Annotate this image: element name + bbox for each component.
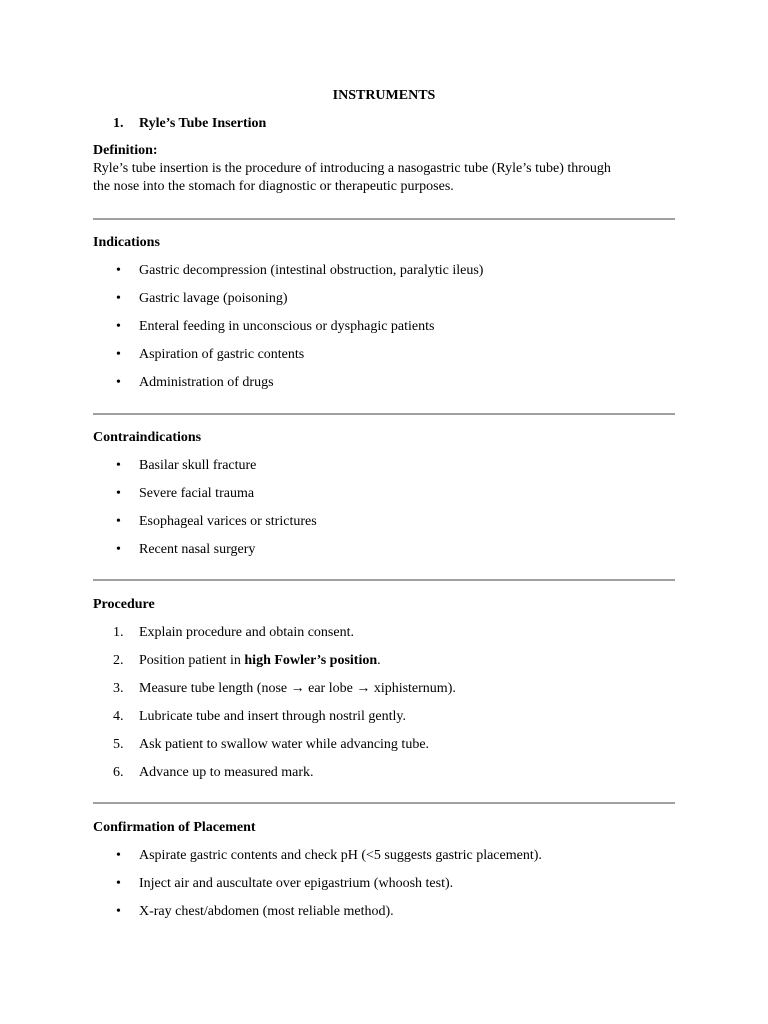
step-number: 6. <box>113 765 124 780</box>
contraindication-item: Basilar skull fracture <box>139 458 257 473</box>
definition-text-line-2: the nose into the stomach for diagnostic or therapeutic purposes. <box>93 179 454 194</box>
definition-text-line-1: Ryle’s tube insertion is the procedure of introducing a nasogastric tube (Ryle’s tube) through <box>93 161 611 176</box>
bullet: • <box>116 904 121 919</box>
bullet: • <box>116 486 121 501</box>
definition-heading: Definition: <box>93 143 158 158</box>
step-number: 5. <box>113 737 124 752</box>
step-number: 2. <box>113 653 124 668</box>
procedure-step: Measure tube length (nose → ear lobe → xiphisternum). <box>139 681 456 696</box>
section-divider <box>93 413 675 415</box>
confirmation-item: X-ray chest/abdomen (most reliable method). <box>139 904 394 919</box>
section-title: Ryle’s Tube Insertion <box>139 116 267 131</box>
contraindication-item: Esophageal varices or strictures <box>139 514 317 529</box>
bullet: • <box>116 458 121 473</box>
bullet: • <box>116 876 121 891</box>
indication-item: Gastric decompression (intestinal obstruction, paralytic ileus) <box>139 263 484 278</box>
bullet: • <box>116 319 121 334</box>
step-number: 4. <box>113 709 124 724</box>
section-divider <box>93 579 675 581</box>
indication-item: Gastric lavage (poisoning) <box>139 291 288 306</box>
confirmation-item: Inject air and auscultate over epigastrium (whoosh test). <box>139 876 454 891</box>
procedure-step-text: Position patient in <box>139 653 245 668</box>
procedure-step: Advance up to measured mark. <box>139 765 314 780</box>
indication-item: Aspiration of gastric contents <box>139 347 305 362</box>
procedure-step: Ask patient to swallow water while advancing tube. <box>139 737 430 752</box>
procedure-heading: Procedure <box>93 597 155 612</box>
bullet: • <box>116 347 121 362</box>
bullet: • <box>116 375 121 390</box>
indication-item: Enteral feeding in unconscious or dysphagic patients <box>139 319 435 334</box>
step-number: 1. <box>113 625 124 640</box>
bullet: • <box>116 848 121 863</box>
confirmation-heading: Confirmation of Placement <box>93 820 256 835</box>
contraindication-item: Recent nasal surgery <box>139 542 256 557</box>
procedure-step-emphasis: high Fowler’s position <box>244 653 378 668</box>
page-title: INSTRUMENTS <box>332 88 436 103</box>
contraindication-item: Severe facial trauma <box>139 486 255 501</box>
bullet: • <box>116 291 121 306</box>
section-divider <box>93 802 675 804</box>
step-number: 3. <box>113 681 124 696</box>
indication-item: Administration of drugs <box>139 375 274 390</box>
procedure-step <box>139 652 381 670</box>
procedure-step-text: . <box>377 653 381 668</box>
confirmation-item: Aspirate gastric contents and check pH (<5 suggests gastric placement). <box>139 848 542 863</box>
bullet: • <box>116 542 121 557</box>
bullet: • <box>116 514 121 529</box>
section-number: 1. <box>113 116 124 131</box>
bullet: • <box>116 263 121 278</box>
indications-heading: Indications <box>93 235 160 250</box>
procedure-step: Lubricate tube and insert through nostril gently. <box>139 709 406 724</box>
procedure-step: Explain procedure and obtain consent. <box>139 625 354 640</box>
contraindications-heading: Contraindications <box>93 430 202 445</box>
section-divider <box>93 218 675 220</box>
